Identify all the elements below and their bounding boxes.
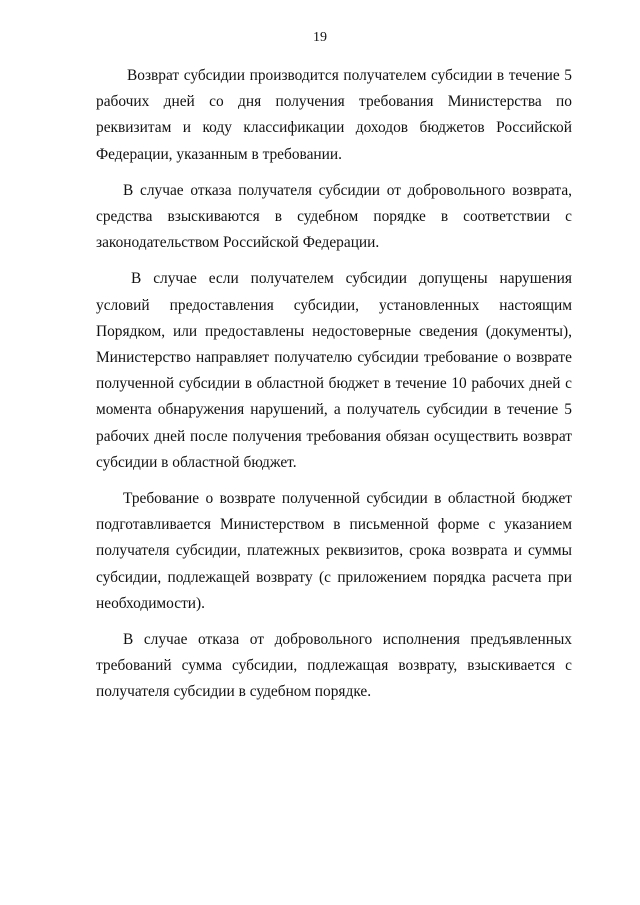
paragraph-violations-requirement: В случае если получателем субсидии допущены нарушения условий предоставления субсидии, установленных настоящим Порядком, или предоставлены недостоверные сведения (документы), Министерство направляет получателю субсидии требование о возврате полученной субсидии в областной бюджет в течение 10 рабочих дней с момента обнаружения нарушений, а получатель субсидии в течение 5 рабочих дней после получения требования обязан осуществить возврат субсидии в областной бюджет. [96,270,572,471]
page-number: 19 [313,30,327,45]
paragraph-requirement-form: Требование о возврате полученной субсидии в областной бюджет подготавливается Министерством в письменной форме с указанием получателя субсидии, платежных реквизитов, срока возврата и суммы субсидии, подлежащей возврату (с приложением порядка расчета при необходимости). [96,490,572,612]
paragraph-refusal-recovery: В случае отказа от добровольного исполнения предъявленных требований сумма субсидии, подлежащая возврату, взыскивается с получателя субсидии в судебном порядке. [96,631,572,701]
paragraph-subsidy-return-term: Возврат субсидии производится получателем субсидии в течение 5 рабочих дней со дня получения требования Министерства по реквизитам и коду классификации доходов бюджетов Российской Федерации, указанным в требовании. [96,67,572,163]
paragraph-refusal-court-recovery: В случае отказа получателя субсидии от добровольного возврата, средства взыскиваются в судебном порядке в соответствии с законодательством Российской Федерации. [96,181,572,252]
document-body [96,63,572,706]
